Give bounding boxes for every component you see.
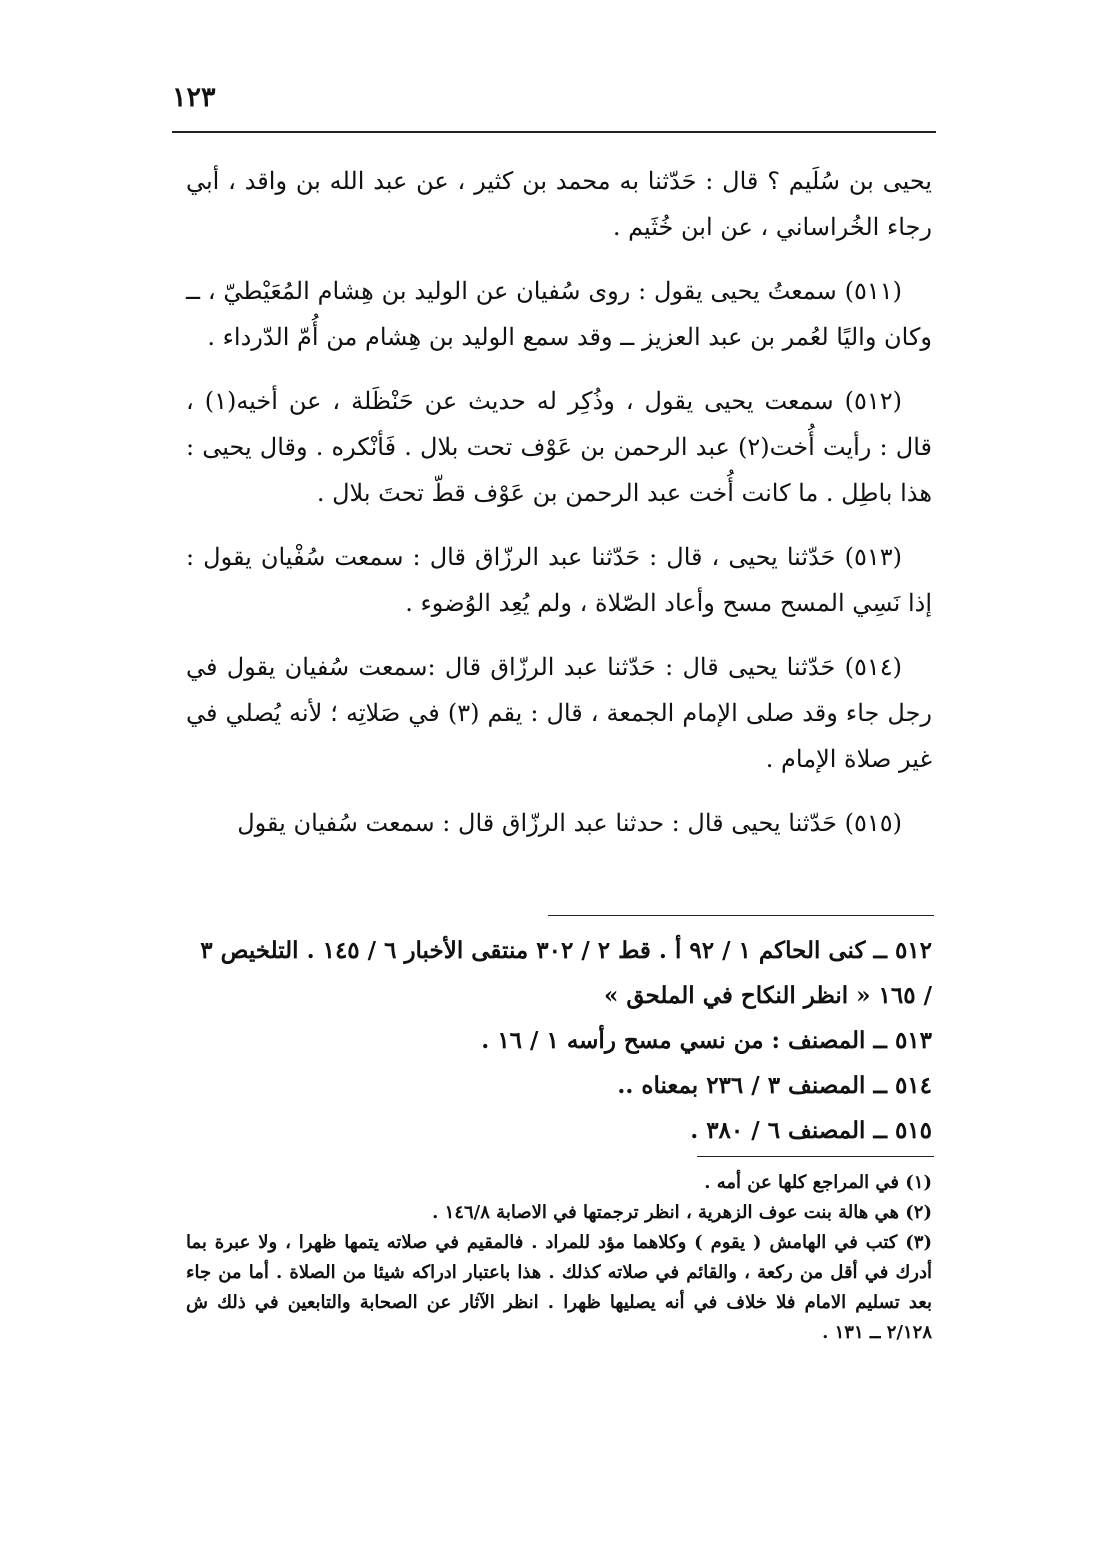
reference-512: ٥١٢ ــ كنى الحاكم ١ / ٩٢ أ . قط ٢ / ٣٠٢ منتقى الأخبار ٦ / ١٤٥ . التلخيص ٣ / ١٦٥ « انظر النكاح في الملحق » — [200, 937, 932, 1009]
page-number: ١٢٣ — [172, 82, 216, 113]
references — [186, 928, 932, 1153]
footnotes — [186, 1168, 932, 1348]
paragraph-511: (٥١١) سمعتُ يحيى يقول : روى سُفيان عن الوليد بن هِشام المُعَيْطيّ ، ــ وكان واليًا لعُمر بن عبد العزيز ــ وقد سمع الوليد بن هِشام من أُمّ الدّرداء . — [186, 277, 932, 351]
paragraph-512: (٥١٢) سمعت يحيى يقول ، وذُكِر له حديث عن حَنْظَلة ، عن أخيه(١) ، قال : رأيت أُخت(٢) عبد الرحمن بن عَوْف تحت بلال . فَأنْكره . وقال يحيى : هذا باطِل . ما كانت أُخت عبد الرحمن بن عَوْف قطّ تحتَ بلال . — [186, 387, 933, 507]
paragraph-513: (٥١٣) حَدّثنا يحيى ، قال : حَدّثنا عبد الرزّاق قال : سمعت سُفْيان يقول : إذا نَسِي المسح مسح وأعاد الصّلاة ، ولم يُعِد الوُضوء . — [186, 543, 932, 617]
main-text — [186, 158, 932, 864]
paragraph-514: (٥١٤) حَدّثنا يحيى قال : حَدّثنا عبد الرزّاق قال :سمعت سُفيان يقول في رجل جاء وقد صلى الإمام الجمعة ، قال : يقم (٣) في صَلاتِه ؛ لأنه يُصلي في غير صلاة الإمام . — [186, 653, 933, 773]
header-rule — [172, 131, 936, 133]
footnote-1: (١) في المراجع كلها عن أمه . — [704, 1172, 932, 1193]
reference-514: ٥١٤ ــ المصنف ٣ / ٢٣٦ بمعناه .. — [617, 1072, 932, 1099]
paragraph-515: (٥١٥) حَدّثنا يحيى قال : حدثنا عبد الرزّاق قال : سمعت سُفيان يقول — [237, 809, 902, 837]
reference-515: ٥١٥ ــ المصنف ٦ / ٣٨٠ . — [690, 1117, 932, 1144]
references-rule — [548, 915, 934, 916]
footnote-2: (٢) هي هالة بنت عوف الزهرية ، انظر ترجمتها في الاصابة ١٤٦/٨ . — [432, 1202, 932, 1223]
reference-513: ٥١٣ ــ المصنف : من نسي مسح رأسه ١ / ١٦ . — [481, 1027, 932, 1054]
paragraph-continuation: يحيى بن سُلَيم ؟ قال : حَدّثنا به محمد بن كثير ، عن عبد الله بن واقد ، أبي رجاء الخُراساني ، عن ابن خُثَيم . — [186, 167, 932, 241]
footnote-3: (٣) كتب في الهامش ( يقوم ) وكلاهما مؤد للمراد . فالمقيم في صلاته يتمها ظهرا ، ولا عبرة بما أدرك في أقل من ركعة ، والقائم في صلاته كذلك . هذا باعتبار ادراكه شيئا من الصلاة . أما من جاء بعد تسليم الامام فلا خلاف في أنه يصليها ظهرا . انظر الآثار عن الصحابة والتابعين في ذلك ش ٢/١٢٨ ــ ١٣١ . — [186, 1232, 932, 1343]
footnotes-rule — [697, 1156, 934, 1157]
